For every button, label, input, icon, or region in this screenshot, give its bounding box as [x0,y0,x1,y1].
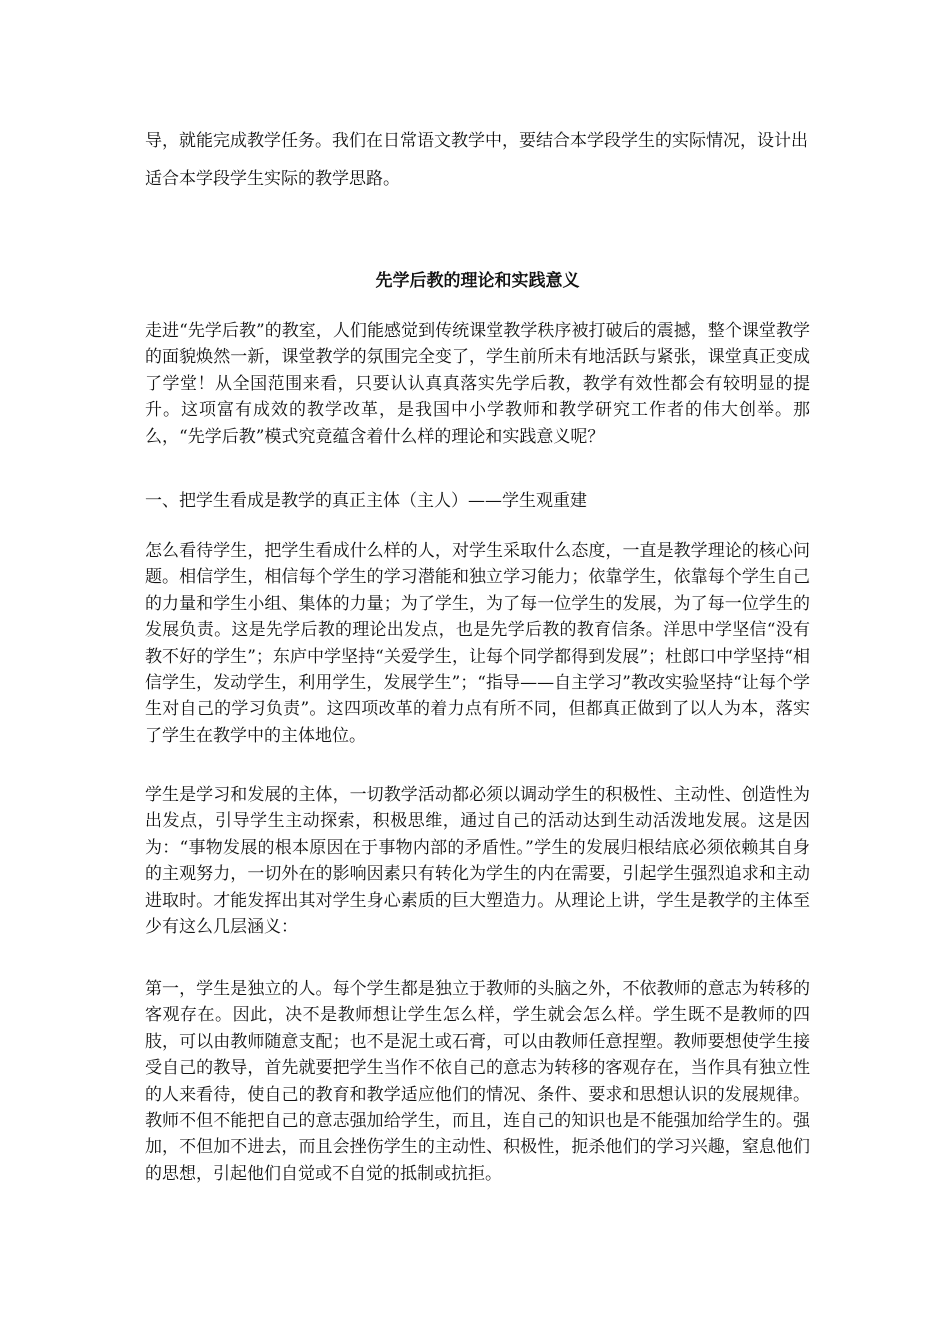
paragraph-learning-subject: 学生是学习和发展的主体，一切教学活动都必须以调动学生的积极性、主动性、创造性为出发点，引导学生主动探索，积极思维，通过自己的活动达到生动活泼地发展。这是因为：“事物发展的根本原因在于事物内部的矛盾性。”学生的发展归根结底必须依赖其自身的主观努力，一切外在的影响因素只有转化为学生的内在需要，引起学生强烈追求和主动进取时。才能发挥出其对学生身心素质的巨大塑造力。从理论上讲，学生是教学的主体至少有这么几层涵义： [145,785,810,938]
paragraph-introduction: 走进“先学后教”的教室，人们能感觉到传统课堂教学秩序被打破后的震撼，整个课堂教学的面貌焕然一新，课堂教学的氛围完全变了，学生前所未有地活跃与紧张，课堂真正变成了学堂！从全国范围来看，只要认认真真落实先学后教，教学有效性都会有较明显的提升。这项富有成效的教学改革，是我国中小学教师和教学研究工作者的伟大创举。那么，“先学后教”模式究竟蕴含着什么样的理论和实践意义呢？ [145,321,810,447]
paragraph-student-view: 怎么看待学生，把学生看成什么样的人，对学生采取什么态度，一直是教学理论的核心问题。相信学生，相信每个学生的学习潜能和独立学习能力；依靠学生，依靠每个学生自己的力量和学生小组、集体的力量；为了学生，为了每一位学生的发展，为了每一位学生的发展负责。这是先学后教的理论出发点，也是先学后教的教育信条。洋思中学坚信“没有教不好的学生”；东庐中学坚持“关爱学生，让每个同学都得到发展”；杜郎口中学坚持“相信学生，发动学生，利用学生，发展学生”；“指导——自主学习”教改实验坚持“让每个学生对自己的学习负责”。这四项改革的着力点有所不同，但都真正做到了以人为本，落实了学生在教学中的主体地位。 [145,541,810,746]
intro-paragraph: 导，就能完成教学任务。我们在日常语文教学中，要结合本学段学生的实际情况，设计出适合本学段学生实际的教学思路。 [145,131,808,189]
paragraph-first-point: 第一，学生是独立的人。每个学生都是独立于教师的头脑之外，不依教师的意志为转移的客观存在。因此，决不是教师想让学生怎么样，学生就会怎么样。学生既不是教师的四肢，可以由教师随意支配；也不是泥土或石膏，可以由教师任意捏塑。教师要想使学生接受自己的教导，首先就要把学生当作不依自己的意志为转移的客观存在，当作具有独立性的人来看待，使自己的教育和教学适应他们的情况、条件、要求和思想认识的发展规律。教师不但不能把自己的意志强加给学生，而且，连自己的知识也是不能强加给学生的。强加，不但加不进去，而且会挫伤学生的主动性、积极性，扼杀他们的学习兴趣，窒息他们的思想，引起他们自觉或不自觉的抵制或抗拒。 [145,979,810,1184]
section-title: 先学后教的理论和实践意义 [375,271,580,291]
subheading-student-view: 一、把学生看成是教学的真正主体（主人）——学生观重建 [145,491,587,511]
